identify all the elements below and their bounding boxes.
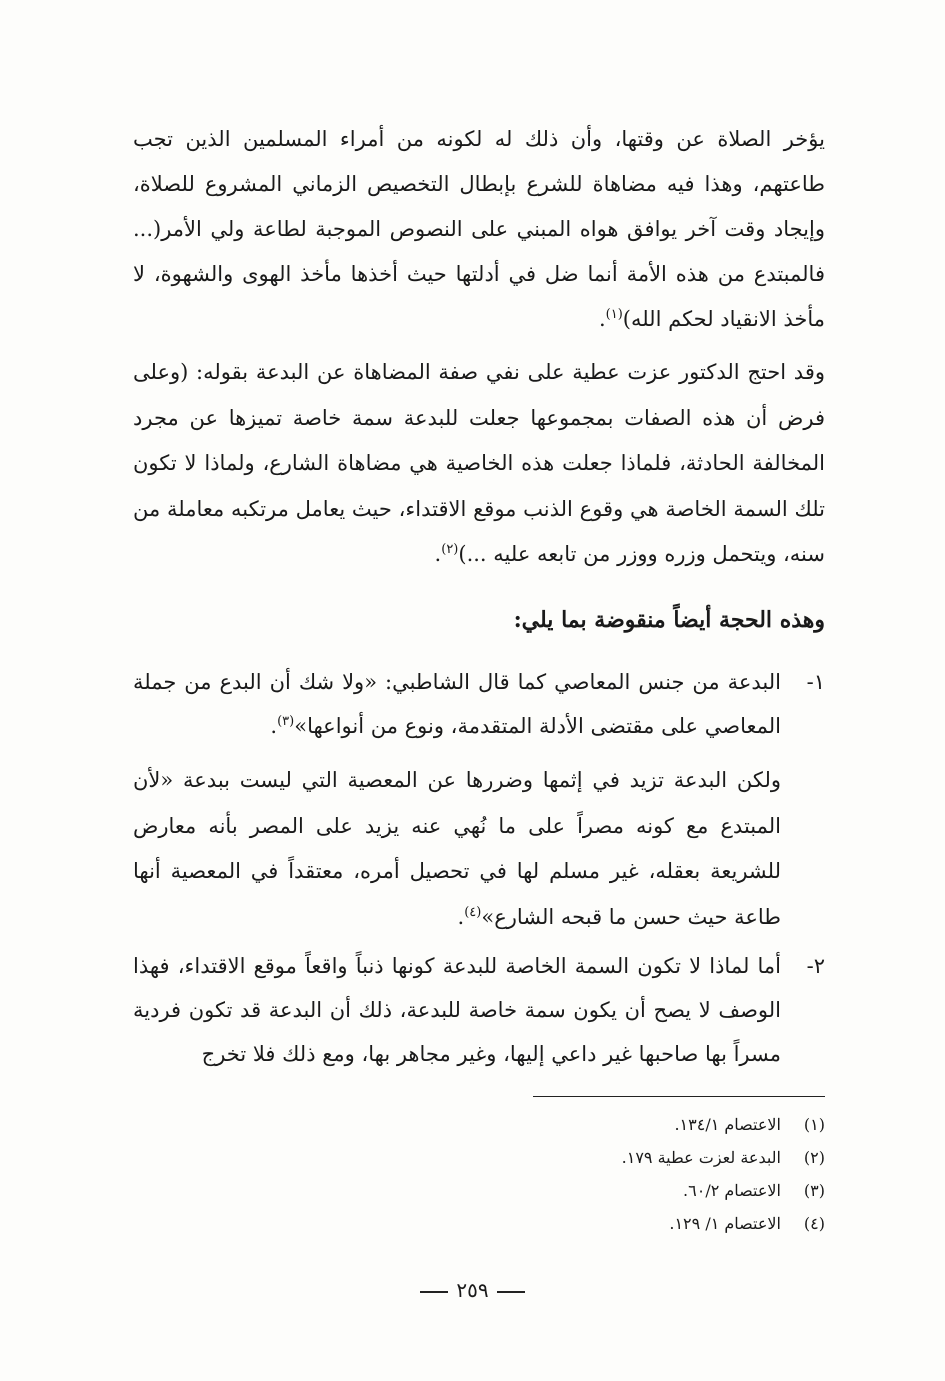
footnote-2-text: البدعة لعزت عطية ١٧٩.	[621, 1148, 781, 1167]
list-item-1-continuation-text: ولكن البدعة تزيد في إثمها وضررها عن المعصية التي ليست ببدعة «لأن المبتدع مع كونه مصراً على ما نُهي عنه يزيد على المصر بأنه معارض للشريعة بعقله، غير مسلم لها في تحصيل أمره، معتقداً في المعصية أنها طاعة حيث حسن ما قبحه الشارع»	[133, 768, 781, 929]
footnote-1-text: الاعتصام ١٣٤/١.	[674, 1115, 781, 1134]
footnote-3-text: الاعتصام ٦٠/٢.	[683, 1181, 781, 1200]
footnote-2-number: (٢)	[803, 1148, 825, 1167]
footnotes	[400, 1108, 825, 1240]
page-number	[380, 1278, 565, 1302]
paragraph-1	[133, 117, 825, 342]
list-item-1-text: البدعة من جنس المعاصي كما قال الشاطبي: «ولا شك أن البدع من جملة المعاصي على مقتضى الأدلة المتقدمة، ونوع من أنواعها»	[133, 670, 781, 738]
page-number-value: ٢٥٩	[456, 1278, 489, 1302]
list-item-2	[133, 944, 825, 1076]
list-item-1-continuation-end: .	[457, 904, 465, 929]
list-item-1-end: .	[270, 714, 278, 738]
footnote-1	[400, 1108, 825, 1141]
list-item-2-number: ٢-	[806, 954, 825, 978]
footnote-1-number: (١)	[803, 1115, 825, 1134]
footnote-ref-1[interactable]: (١)	[605, 307, 623, 322]
paragraph-2-end: .	[434, 542, 442, 566]
list-item-2-text: أما لماذا لا تكون السمة الخاصة للبدعة كونها ذنباً واقعاً موقع الاقتداء، فهذا الوصف لا يصح أن يكون سمة خاصة للبدعة، ذلك أن البدعة قد تكون فردية مسراً بها صاحبها غير داعي إليها، وغير مجاهر بها، ومع ذلك فلا تخرج	[133, 954, 781, 1066]
paragraph-2-text: وقد احتج الدكتور عزت عطية على نفي صفة المضاهاة عن البدعة بقوله: (وعلى فرض أن هذه الصفات بمجموعها جعلت للبدعة سمة خاصة تميزها عن مجرد المخالفة الحادثة، فلماذا جعلت هذه الخاصية هي مضاهاة الشارع، ولماذا لا تكون تلك السمة الخاصة هي وقوع الذنب موقع الاقتداء، حيث يعامل مرتكبه معاملة من سنه، ويتحمل وزره ووزر من تابعه عليه ...)	[133, 360, 825, 566]
footnote-4-number: (٤)	[803, 1214, 825, 1233]
section-heading: وهذه الحجة أيضاً منقوضة بما يلي:	[513, 607, 825, 633]
list-item-1	[133, 660, 825, 748]
footnote-separator	[533, 1096, 825, 1097]
paragraph-1-end: .	[598, 307, 606, 331]
footnote-ref-3[interactable]: (٣)	[277, 714, 295, 729]
list-item-1-number: ١-	[806, 670, 825, 694]
footnote-2	[400, 1141, 825, 1174]
paragraph-2	[133, 350, 825, 578]
footnote-ref-4[interactable]: (٤)	[464, 904, 482, 920]
page-number-dash-right	[497, 1291, 525, 1293]
paragraph-1-text: يؤخر الصلاة عن وقتها، وأن ذلك له لكونه من أمراء المسلمين الذين تجب طاعتهم، وهذا فيه مضاهاة للشرع بإبطال التخصيص الزماني المشروع للصلاة، وإيجاد وقت آخر يوافق هواه المبني على النصوص الموجبة لطاعة ولي الأمر(... فالمبتدع من هذه الأمة أنما ضل في أدلتها حيث أخذها مأخذ الهوى والشهوة، لا مأخذ الانقياد لحكم الله)	[133, 127, 826, 331]
footnote-ref-2[interactable]: (٢)	[441, 542, 459, 557]
footnote-3-number: (٣)	[803, 1181, 825, 1200]
list-item-1-continuation	[133, 758, 825, 940]
footnote-3	[400, 1174, 825, 1207]
page-number-dash-left	[420, 1291, 448, 1293]
footnote-4	[400, 1207, 825, 1240]
footnote-4-text: الاعتصام ١/ ١٢٩.	[669, 1214, 781, 1233]
